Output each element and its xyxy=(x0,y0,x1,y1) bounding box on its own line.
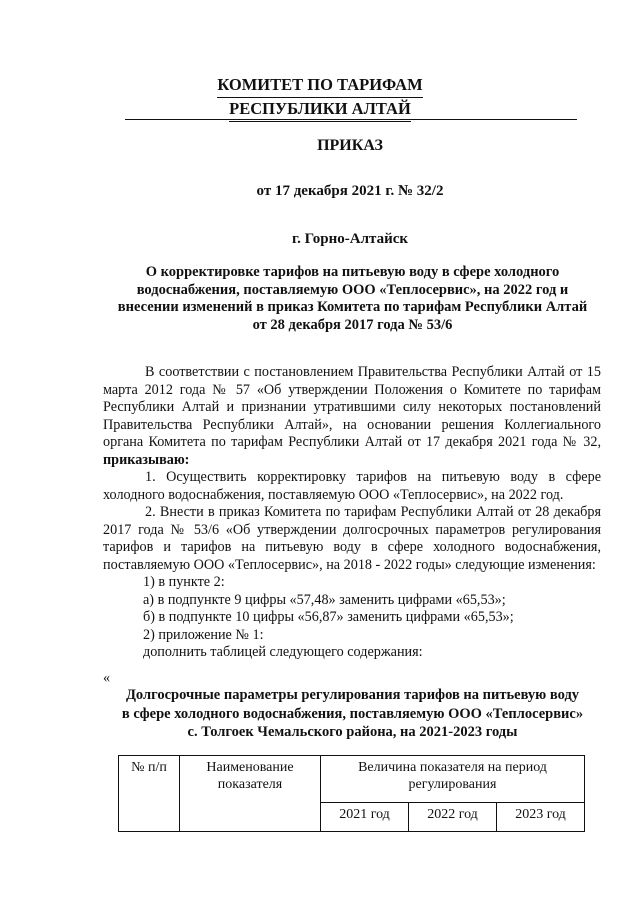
year-cell: 2021 год xyxy=(321,803,409,832)
order-body xyxy=(103,364,601,662)
subject-line: О корректировке тарифов на питьевую воду в сфере холодного xyxy=(145,264,560,280)
order-title: ПРИКАЗ xyxy=(317,137,383,154)
subitem-2: 2) приложение № 1: xyxy=(143,626,264,643)
table-title-line: с. Толгоек Чемальского района, на 2021-2023 годы xyxy=(187,724,518,740)
preamble-text: В соответствии с постановлением Правительства Республики Алтай от 15 марта 2012 года № 57 «Об утверждении Положения о Комитете по тарифам Республики Алтай и признании утратившими силу некоторых постановлений Правительства Республики Алтай», на основании решения Коллегиального органа Комитета по тарифам Республики Алтай от 17 декабря 2021 года № 32, xyxy=(103,364,601,450)
table-header-row xyxy=(119,756,585,803)
preamble-directive: приказываю: xyxy=(103,451,190,468)
subject-line: от 28 декабря 2017 года № 53/6 xyxy=(252,316,453,333)
opening-quote: « xyxy=(103,670,111,686)
item-2: 2. Внести в приказ Комитета по тарифам Республики Алтай от 28 декабря 2017 года № 53/6 «Об утверждении долгосрочных параметров регулирования тарифов и тарифов на питьевую воду в сфере холодного водоснабжения, поставляемую ООО «Теплосервис», на 2018 - 2022 годы» следующие изменения: xyxy=(103,504,601,573)
header-cell-number: № п/п xyxy=(119,756,180,832)
subitem-2-text: дополнить таблицей следующего содержания: xyxy=(143,644,423,660)
table-title-line: Долгосрочные параметры регулирования тарифов на питьевую воду xyxy=(125,687,580,703)
committee-name-line2: РЕСПУБЛИКИ АЛТАЙ xyxy=(229,98,411,122)
order-city: г. Горно-Алтайск xyxy=(291,231,409,247)
subject-line: внесении изменений в приказ Комитета по тарифам Республики Алтай xyxy=(117,299,588,315)
subitem-1b: б) в подпункте 10 цифры «56,87» заменить цифрами «65,53»; xyxy=(143,609,514,625)
subject-line: водоснабжения, поставляемую ООО «Теплосервис», на 2022 год и xyxy=(136,281,569,298)
parameters-table xyxy=(118,755,585,832)
header-cell-name: Наименование показателя xyxy=(180,756,321,832)
year-cell: 2022 год xyxy=(409,803,497,832)
subitem-1a: а) в подпункте 9 цифры «57,48» заменить цифрами «65,53»; xyxy=(143,591,506,608)
committee-name-line1: КОМИТЕТ ПО ТАРИФАМ xyxy=(217,74,422,98)
item-1: 1. Осуществить корректировку тарифов на питьевую воду в сфере холодного водоснабжения, поставляемую ООО «Теплосервис», на 2022 год. xyxy=(103,469,601,503)
header-divider xyxy=(125,119,577,120)
committee-header xyxy=(0,74,640,122)
order-date-number: от 17 декабря 2021 г. № 32/2 xyxy=(256,183,444,199)
order-subject xyxy=(110,264,595,334)
table-title-line: в сфере холодного водоснабжения, поставляемую ООО «Теплосервис» xyxy=(121,705,584,722)
header-cell-value: Величина показателя на период регулирования xyxy=(321,756,585,803)
year-cell: 2023 год xyxy=(497,803,585,832)
preamble-paragraph xyxy=(103,364,601,469)
table-title xyxy=(100,686,605,742)
subitem-1: 1) в пункте 2: xyxy=(143,574,225,590)
